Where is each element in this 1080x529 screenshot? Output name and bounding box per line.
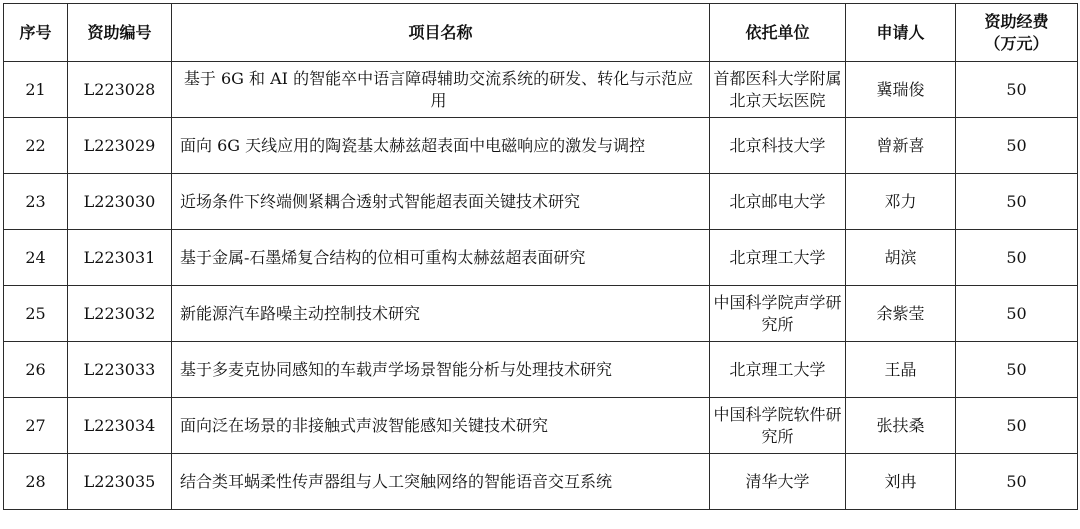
cell-unit: 中国科学院软件研究所 xyxy=(710,398,846,454)
cell-index: 25 xyxy=(4,286,68,342)
header-applicant: 申请人 xyxy=(846,4,956,62)
cell-code: L223033 xyxy=(68,342,172,398)
header-funding-line1: 资助经费 xyxy=(984,11,1049,31)
cell-code: L223032 xyxy=(68,286,172,342)
cell-title: 基于金属-石墨烯复合结构的位相可重构太赫兹超表面研究 xyxy=(172,230,710,286)
funding-table xyxy=(3,3,1078,510)
cell-unit: 首都医科大学附属北京天坛医院 xyxy=(710,62,846,118)
table-row xyxy=(4,454,1078,510)
cell-title: 结合类耳蜗柔性传声器组与人工突触网络的智能语音交互系统 xyxy=(172,454,710,510)
cell-index: 28 xyxy=(4,454,68,510)
cell-code: L223030 xyxy=(68,174,172,230)
cell-index: 27 xyxy=(4,398,68,454)
cell-applicant: 张扶桑 xyxy=(846,398,956,454)
cell-title: 面向 6G 天线应用的陶瓷基太赫兹超表面中电磁响应的激发与调控 xyxy=(172,118,710,174)
table-row xyxy=(4,62,1078,118)
cell-applicant: 邓力 xyxy=(846,174,956,230)
header-unit: 依托单位 xyxy=(710,4,846,62)
cell-funding: 50 xyxy=(956,174,1078,230)
cell-code: L223035 xyxy=(68,454,172,510)
cell-unit: 北京理工大学 xyxy=(710,342,846,398)
table-row xyxy=(4,398,1078,454)
cell-unit: 北京科技大学 xyxy=(710,118,846,174)
cell-funding: 50 xyxy=(956,230,1078,286)
cell-unit: 北京理工大学 xyxy=(710,230,846,286)
cell-index: 22 xyxy=(4,118,68,174)
cell-applicant: 冀瑞俊 xyxy=(846,62,956,118)
cell-title: 新能源汽车路噪主动控制技术研究 xyxy=(172,286,710,342)
cell-applicant: 王晶 xyxy=(846,342,956,398)
cell-funding: 50 xyxy=(956,286,1078,342)
cell-code: L223034 xyxy=(68,398,172,454)
header-code: 资助编号 xyxy=(68,4,172,62)
cell-funding: 50 xyxy=(956,118,1078,174)
cell-title: 基于 6G 和 AI 的智能卒中语言障碍辅助交流系统的研发、转化与示范应用 xyxy=(172,62,710,118)
cell-unit: 中国科学院声学研究所 xyxy=(710,286,846,342)
header-index: 序号 xyxy=(4,4,68,62)
cell-index: 26 xyxy=(4,342,68,398)
cell-applicant: 刘冉 xyxy=(846,454,956,510)
cell-funding: 50 xyxy=(956,342,1078,398)
cell-unit: 北京邮电大学 xyxy=(710,174,846,230)
cell-code: L223029 xyxy=(68,118,172,174)
cell-funding: 50 xyxy=(956,454,1078,510)
cell-title: 面向泛在场景的非接触式声波智能感知关键技术研究 xyxy=(172,398,710,454)
table-row xyxy=(4,118,1078,174)
cell-index: 23 xyxy=(4,174,68,230)
cell-code: L223031 xyxy=(68,230,172,286)
cell-title: 基于多麦克协同感知的车载声学场景智能分析与处理技术研究 xyxy=(172,342,710,398)
table-row xyxy=(4,342,1078,398)
table-row xyxy=(4,286,1078,342)
cell-funding: 50 xyxy=(956,398,1078,454)
cell-applicant: 胡滨 xyxy=(846,230,956,286)
header-title: 项目名称 xyxy=(172,4,710,62)
cell-index: 24 xyxy=(4,230,68,286)
cell-index: 21 xyxy=(4,62,68,118)
cell-applicant: 余紫莹 xyxy=(846,286,956,342)
cell-unit: 清华大学 xyxy=(710,454,846,510)
cell-code: L223028 xyxy=(68,62,172,118)
cell-funding: 50 xyxy=(956,62,1078,118)
header-funding xyxy=(956,4,1078,62)
header-row xyxy=(4,4,1078,62)
table-row xyxy=(4,230,1078,286)
cell-applicant: 曾新喜 xyxy=(846,118,956,174)
header-funding-line2: （万元） xyxy=(984,33,1049,53)
table-row xyxy=(4,174,1078,230)
cell-title: 近场条件下终端侧紧耦合透射式智能超表面关键技术研究 xyxy=(172,174,710,230)
